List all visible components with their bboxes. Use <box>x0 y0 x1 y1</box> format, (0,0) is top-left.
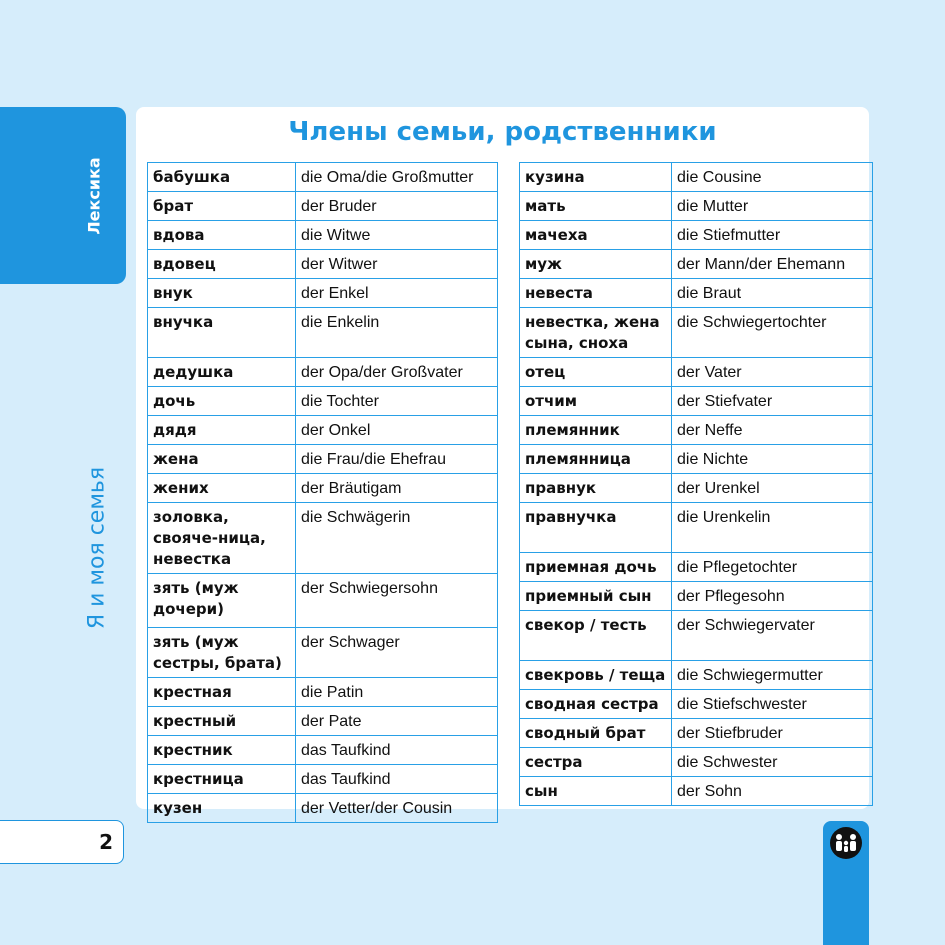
german-term: die Witwe <box>296 221 498 250</box>
table-row <box>148 574 498 628</box>
table-row <box>148 387 498 416</box>
table-row <box>148 445 498 474</box>
german-term: die Urenkelin <box>672 503 873 553</box>
russian-term: дедушка <box>148 358 296 387</box>
german-term: der Schwiegersohn <box>296 574 498 628</box>
russian-term: невестка, жена сына, сноха <box>520 308 672 358</box>
german-term: die Schwiegertochter <box>672 308 873 358</box>
german-term: der Stiefvater <box>672 387 873 416</box>
table-row <box>520 445 873 474</box>
russian-term: отчим <box>520 387 672 416</box>
russian-term: невеста <box>520 279 672 308</box>
russian-term: брат <box>148 192 296 221</box>
german-term: die Frau/die Ehefrau <box>296 445 498 474</box>
table-row <box>520 611 873 661</box>
russian-term: сводный брат <box>520 719 672 748</box>
table-row <box>148 707 498 736</box>
table-row <box>520 661 873 690</box>
russian-term: мачеха <box>520 221 672 250</box>
german-term: der Witwer <box>296 250 498 279</box>
russian-term: кузина <box>520 163 672 192</box>
table-row <box>148 221 498 250</box>
russian-term: крестный <box>148 707 296 736</box>
german-term: das Taufkind <box>296 765 498 794</box>
russian-term: дочь <box>148 387 296 416</box>
russian-term: жена <box>148 445 296 474</box>
table-row <box>520 387 873 416</box>
german-term: das Taufkind <box>296 736 498 765</box>
family-icon <box>829 826 863 860</box>
page-number-box <box>0 820 124 864</box>
table-row <box>520 719 873 748</box>
russian-term: сестра <box>520 748 672 777</box>
russian-term: дядя <box>148 416 296 445</box>
table-row <box>148 678 498 707</box>
section-tab-label: Лексика <box>84 157 104 235</box>
table-row <box>148 416 498 445</box>
russian-term: вдова <box>148 221 296 250</box>
german-term: die Schwägerin <box>296 503 498 574</box>
russian-term: бабушка <box>148 163 296 192</box>
german-term: die Nichte <box>672 445 873 474</box>
russian-term: внучка <box>148 308 296 358</box>
german-term: die Braut <box>672 279 873 308</box>
russian-term: кузен <box>148 794 296 823</box>
german-term: die Pflegetochter <box>672 553 873 582</box>
russian-term: золовка, свояче-ница, невестка <box>148 503 296 574</box>
german-term: die Cousine <box>672 163 873 192</box>
table-row <box>148 765 498 794</box>
german-term: der Mann/der Ehemann <box>672 250 873 279</box>
table-row <box>148 163 498 192</box>
table-row <box>520 416 873 445</box>
russian-term: крестница <box>148 765 296 794</box>
table-row <box>148 628 498 678</box>
german-term: der Sohn <box>672 777 873 806</box>
table-row <box>520 553 873 582</box>
russian-term: племянница <box>520 445 672 474</box>
german-term: die Tochter <box>296 387 498 416</box>
russian-term: внук <box>148 279 296 308</box>
german-term: der Pate <box>296 707 498 736</box>
table-row <box>520 221 873 250</box>
russian-term: зять (муж сестры, брата) <box>148 628 296 678</box>
table-row <box>148 794 498 823</box>
german-term: die Stiefschwester <box>672 690 873 719</box>
german-term: die Schwiegermutter <box>672 661 873 690</box>
german-term: der Bruder <box>296 192 498 221</box>
russian-term: правнучка <box>520 503 672 553</box>
german-term: die Schwester <box>672 748 873 777</box>
table-row <box>520 358 873 387</box>
german-term: der Neffe <box>672 416 873 445</box>
german-term: der Urenkel <box>672 474 873 503</box>
vocab-table-left <box>147 162 498 823</box>
german-term: die Mutter <box>672 192 873 221</box>
russian-term: свекор / тесть <box>520 611 672 661</box>
russian-term: приемная дочь <box>520 553 672 582</box>
table-row <box>148 250 498 279</box>
table-row <box>148 358 498 387</box>
russian-term: свекровь / теща <box>520 661 672 690</box>
russian-term: мать <box>520 192 672 221</box>
table-row <box>520 777 873 806</box>
russian-term: сын <box>520 777 672 806</box>
section-tab[interactable] <box>0 107 126 284</box>
table-row <box>520 308 873 358</box>
russian-term: правнук <box>520 474 672 503</box>
table-row <box>148 279 498 308</box>
russian-term: вдовец <box>148 250 296 279</box>
german-term: die Oma/die Großmutter <box>296 163 498 192</box>
russian-term: племянник <box>520 416 672 445</box>
german-term: die Patin <box>296 678 498 707</box>
table-row <box>520 582 873 611</box>
german-term: die Enkelin <box>296 308 498 358</box>
table-row <box>148 308 498 358</box>
german-term: der Schwager <box>296 628 498 678</box>
russian-term: приемный сын <box>520 582 672 611</box>
table-row <box>148 192 498 221</box>
german-term: der Bräutigam <box>296 474 498 503</box>
german-term: der Enkel <box>296 279 498 308</box>
table-row <box>520 503 873 553</box>
table-row <box>520 748 873 777</box>
table-row <box>520 192 873 221</box>
russian-term: крестная <box>148 678 296 707</box>
german-term: der Vater <box>672 358 873 387</box>
table-row <box>520 250 873 279</box>
table-row <box>520 163 873 192</box>
table-row <box>520 690 873 719</box>
table-row <box>148 736 498 765</box>
russian-term: зять (муж дочери) <box>148 574 296 628</box>
german-term: der Onkel <box>296 416 498 445</box>
chapter-label: Я и моя семья <box>84 466 110 630</box>
russian-term: отец <box>520 358 672 387</box>
german-term: der Pflegesohn <box>672 582 873 611</box>
russian-term: муж <box>520 250 672 279</box>
table-row <box>520 279 873 308</box>
table-row <box>148 503 498 574</box>
table-row <box>520 474 873 503</box>
german-term: der Schwiegervater <box>672 611 873 661</box>
german-term: der Opa/der Großvater <box>296 358 498 387</box>
russian-term: сводная сестра <box>520 690 672 719</box>
table-row <box>148 474 498 503</box>
german-term: der Stiefbruder <box>672 719 873 748</box>
page-title: Члены семьи, родственники <box>288 117 717 147</box>
page-number: 2 <box>99 830 113 854</box>
german-term: der Vetter/der Cousin <box>296 794 498 823</box>
german-term: die Stiefmutter <box>672 221 873 250</box>
vocab-table-right <box>519 162 873 806</box>
russian-term: жених <box>148 474 296 503</box>
russian-term: крестник <box>148 736 296 765</box>
